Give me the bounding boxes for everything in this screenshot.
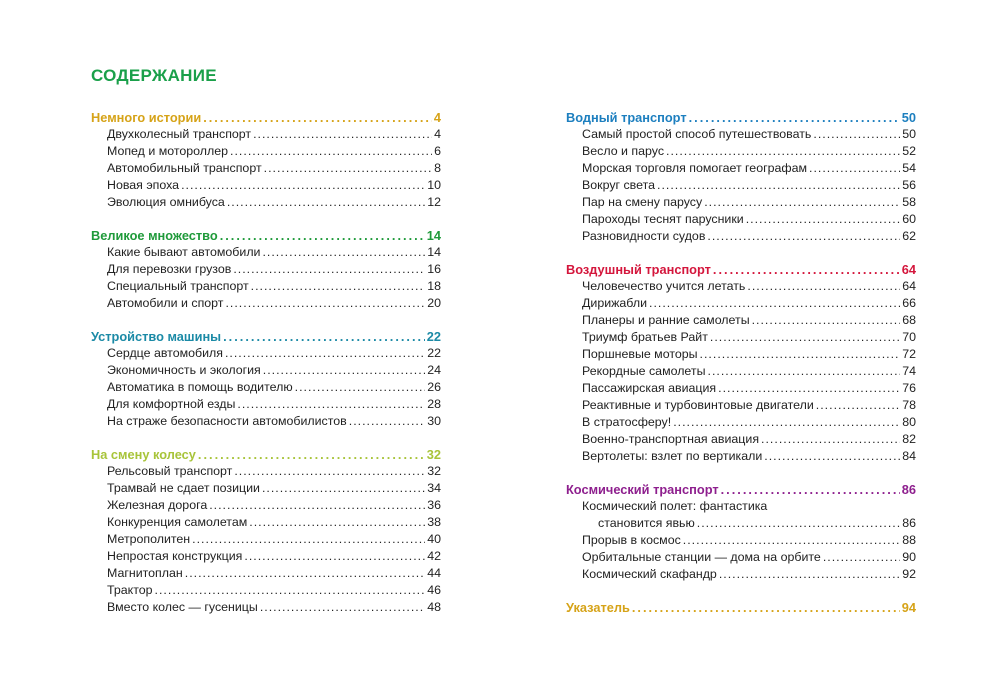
- entry-page-number: 80: [902, 415, 916, 429]
- entry-title: Пар на смену парусу: [582, 195, 703, 209]
- toc-entry[interactable]: [91, 261, 441, 278]
- toc-section: [566, 261, 916, 465]
- section-page-number: 50: [901, 110, 916, 125]
- entry-title: Автомобили и спорт: [107, 296, 224, 310]
- entry-title: Непростая конструкция: [107, 549, 243, 563]
- entry-title: Рельсовый транспорт: [107, 464, 233, 478]
- toc-section-heading[interactable]: [91, 109, 441, 126]
- dot-leader: [198, 446, 425, 463]
- toc-entry[interactable]: [91, 463, 441, 480]
- entry-page-number: 32: [427, 464, 441, 478]
- toc-section-heading[interactable]: [91, 227, 441, 244]
- entry-page-number: 30: [427, 414, 441, 428]
- entry-title: Разновидности судов: [582, 229, 706, 243]
- entry-page-number: 62: [902, 229, 916, 243]
- entry-page-number: 74: [902, 364, 916, 378]
- toc-section: [566, 481, 916, 583]
- entry-title: Автоматика в помощь водителю: [107, 380, 293, 394]
- entry-title: Человечество учится летать: [582, 279, 746, 293]
- toc-entry[interactable]: [566, 143, 916, 160]
- dot-leader: [710, 329, 900, 346]
- toc-entry[interactable]: [566, 566, 916, 583]
- dot-leader: [719, 566, 900, 583]
- entry-title: Космический скафандр: [582, 567, 717, 581]
- entry-page-number: 64: [902, 279, 916, 293]
- dot-leader: [262, 480, 425, 497]
- entry-title: Дирижабли: [582, 296, 647, 310]
- entry-title: Трамвай не сдает позиции: [107, 481, 260, 495]
- toc-entry[interactable]: [91, 160, 441, 177]
- toc-entry[interactable]: [91, 143, 441, 160]
- toc-entry[interactable]: [566, 278, 916, 295]
- entry-page-number: 36: [427, 498, 441, 512]
- toc-entry[interactable]: [91, 295, 441, 312]
- entry-page-number: 34: [427, 481, 441, 495]
- entry-page-number: 6: [434, 144, 441, 158]
- entry-page-number: 84: [902, 449, 916, 463]
- entry-page-number: 24: [427, 363, 441, 377]
- entry-title: Двухколесный транспорт: [107, 127, 252, 141]
- entry-page-number: 16: [427, 262, 441, 276]
- entry-title: становится явью: [598, 516, 695, 530]
- toc-entry[interactable]: [91, 345, 441, 362]
- entry-title: Прорыв в космос: [582, 533, 681, 547]
- dot-leader: [260, 599, 425, 616]
- section-title: Указатель: [566, 600, 630, 615]
- entry-title: Орбитальные станции — дома на орбите: [582, 550, 821, 564]
- toc-entry[interactable]: [566, 160, 916, 177]
- entry-page-number: 66: [902, 296, 916, 310]
- toc-section-heading[interactable]: [91, 446, 441, 463]
- entry-title: Военно-транспортная авиация: [582, 432, 760, 446]
- entry-page-number: 78: [902, 398, 916, 412]
- entry-page-number: 82: [902, 432, 916, 446]
- entry-title: Реактивные и турбовинтовые двигатели: [582, 398, 814, 412]
- dot-leader: [225, 295, 425, 312]
- toc-section-heading[interactable]: [566, 599, 916, 616]
- entry-page-number: 20: [427, 296, 441, 310]
- entry-title: Эволюция омнибуса: [107, 195, 225, 209]
- dot-leader: [233, 261, 425, 278]
- entry-page-number: 18: [427, 279, 441, 293]
- toc-entry[interactable]: [91, 531, 441, 548]
- entry-page-number: 86: [902, 516, 916, 530]
- toc-entry[interactable]: [566, 177, 916, 194]
- toc-entry[interactable]: [566, 194, 916, 211]
- dot-leader: [251, 278, 426, 295]
- dot-leader: [223, 328, 425, 345]
- section-page-number: 94: [901, 600, 916, 615]
- entry-page-number: 44: [427, 566, 441, 580]
- toc-entry[interactable]: [91, 480, 441, 497]
- dot-leader: [746, 211, 901, 228]
- section-title: Устройство машины: [91, 329, 222, 344]
- dot-leader: [708, 363, 901, 380]
- toc-section: [91, 328, 441, 430]
- entry-page-number: 50: [902, 127, 916, 141]
- dot-leader: [632, 599, 900, 616]
- entry-title: Какие бывают автомобили: [107, 245, 261, 259]
- dot-leader: [683, 532, 900, 549]
- toc-section-heading[interactable]: [566, 261, 916, 278]
- dot-leader: [253, 126, 432, 143]
- entry-title: Самый простой способ путешествовать: [582, 127, 812, 141]
- dot-leader: [227, 194, 425, 211]
- entry-title: Вокруг света: [582, 178, 656, 192]
- toc-column-left: [91, 109, 441, 632]
- dot-leader: [657, 177, 900, 194]
- section-page-number: 14: [426, 228, 441, 243]
- toc-entry[interactable]: [566, 211, 916, 228]
- toc-entry[interactable]: [566, 515, 916, 532]
- entry-page-number: 22: [427, 346, 441, 360]
- toc-entry[interactable]: [566, 363, 916, 380]
- entry-page-number: 90: [902, 550, 916, 564]
- entry-page-number: 52: [902, 144, 916, 158]
- toc-entry[interactable]: [91, 244, 441, 261]
- dot-leader: [244, 548, 425, 565]
- toc-entry[interactable]: [91, 413, 441, 430]
- entry-title: Экономичность и экология: [107, 363, 261, 377]
- entry-page-number: 8: [434, 161, 441, 175]
- entry-title: Трактор: [107, 583, 153, 597]
- dot-leader: [230, 143, 432, 160]
- dot-leader: [649, 295, 900, 312]
- toc-section-heading[interactable]: [566, 109, 916, 126]
- section-title: Воздушный транспорт: [566, 262, 711, 277]
- toc-entry[interactable]: [91, 497, 441, 514]
- toc-entry[interactable]: [566, 397, 916, 414]
- entry-page-number: 28: [427, 397, 441, 411]
- entry-title: Рекордные самолеты: [582, 364, 706, 378]
- toc-entry[interactable]: [91, 599, 441, 616]
- toc-section-heading[interactable]: [91, 328, 441, 345]
- toc-section: [566, 109, 916, 245]
- section-title: Водный транспорт: [566, 110, 687, 125]
- dot-leader: [721, 481, 900, 498]
- dot-leader: [713, 261, 900, 278]
- toc-entry[interactable]: [91, 548, 441, 565]
- toc-entry[interactable]: [91, 565, 441, 582]
- dot-leader: [813, 126, 900, 143]
- entry-title: Вертолеты: взлет по вертикали: [582, 449, 763, 463]
- entry-page-number: 70: [902, 330, 916, 344]
- entry-page-number: 56: [902, 178, 916, 192]
- dot-leader: [764, 448, 900, 465]
- dot-leader: [185, 565, 425, 582]
- toc-entry[interactable]: [91, 126, 441, 143]
- entry-title: Специальный транспорт: [107, 279, 249, 293]
- section-page-number: 22: [426, 329, 441, 344]
- entry-title: Для комфортной езды: [107, 397, 236, 411]
- dot-leader: [718, 380, 900, 397]
- entry-page-number: 14: [427, 245, 441, 259]
- dot-leader: [203, 109, 432, 126]
- toc-entry[interactable]: [566, 532, 916, 549]
- entry-title: Магнитоплан: [107, 566, 183, 580]
- toc-entry[interactable]: [566, 414, 916, 431]
- entry-title: Новая эпоха: [107, 178, 180, 192]
- entry-title: Мопед и мотороллер: [107, 144, 229, 158]
- dot-leader: [155, 582, 426, 599]
- entry-title: Поршневые моторы: [582, 347, 698, 361]
- toc-entry[interactable]: [566, 329, 916, 346]
- toc-entry[interactable]: [91, 278, 441, 295]
- entry-title: Пароходы теснят парусники: [582, 212, 744, 226]
- entry-title: Триумф братьев Райт: [582, 330, 708, 344]
- entry-title: Космический полет: фантастика: [582, 499, 768, 513]
- entry-title: На страже безопасности автомобилистов: [107, 414, 347, 428]
- entry-page-number: 76: [902, 381, 916, 395]
- dot-leader: [666, 143, 900, 160]
- entry-page-number: 46: [427, 583, 441, 597]
- entry-page-number: 58: [902, 195, 916, 209]
- entry-title: Автомобильный транспорт: [107, 161, 262, 175]
- entry-page-number: 88: [902, 533, 916, 547]
- toc-section: [91, 227, 441, 312]
- toc-entry[interactable]: [566, 380, 916, 397]
- toc-section: [91, 446, 441, 616]
- toc-entry[interactable]: [566, 549, 916, 566]
- entry-page-number: 12: [427, 195, 441, 209]
- section-page-number: 4: [433, 110, 441, 125]
- entry-page-number: 68: [902, 313, 916, 327]
- toc-entry[interactable]: [91, 379, 441, 396]
- dot-leader: [262, 244, 425, 261]
- entry-title: Пассажирская авиация: [582, 381, 717, 395]
- entry-page-number: 54: [902, 161, 916, 175]
- dot-leader: [707, 228, 900, 245]
- dot-leader: [249, 514, 425, 531]
- entry-page-number: 72: [902, 347, 916, 361]
- entry-page-number: 10: [427, 178, 441, 192]
- toc-entry[interactable]: [566, 498, 916, 515]
- entry-title: Вместо колес — гусеницы: [107, 600, 258, 614]
- toc-entry[interactable]: [91, 396, 441, 413]
- entry-title: Весло и парус: [582, 144, 665, 158]
- dot-leader: [264, 160, 432, 177]
- dot-leader: [263, 362, 425, 379]
- toc-column-right: [566, 109, 916, 632]
- toc-entry[interactable]: [566, 431, 916, 448]
- dot-leader: [747, 278, 900, 295]
- toc-entry[interactable]: [566, 448, 916, 465]
- toc-section: [91, 109, 441, 211]
- dot-leader: [209, 497, 425, 514]
- page-title: СОДЕРЖАНИЕ: [91, 66, 217, 85]
- toc-section: [566, 599, 916, 616]
- section-title: На смену колесу: [91, 447, 196, 462]
- toc-entry[interactable]: [91, 514, 441, 531]
- dot-leader: [295, 379, 426, 396]
- entry-page-number: 48: [427, 600, 441, 614]
- entry-title: Планеры и ранние самолеты: [582, 313, 750, 327]
- toc-entry[interactable]: [566, 126, 916, 143]
- section-page-number: 64: [901, 262, 916, 277]
- entry-page-number: 38: [427, 515, 441, 529]
- toc-entry[interactable]: [91, 177, 441, 194]
- entry-title: Метрополитен: [107, 532, 191, 546]
- section-page-number: 86: [901, 482, 916, 497]
- entry-page-number: 4: [434, 127, 441, 141]
- section-title: Космический транспорт: [566, 482, 719, 497]
- entry-page-number: 40: [427, 532, 441, 546]
- entry-page-number: 92: [902, 567, 916, 581]
- dot-leader: [673, 414, 900, 431]
- entry-title: В стратосферу!: [582, 415, 672, 429]
- toc-entry[interactable]: [91, 362, 441, 379]
- entry-page-number: 42: [427, 549, 441, 563]
- toc-entry[interactable]: [566, 346, 916, 363]
- dot-leader: [192, 531, 425, 548]
- dot-leader: [761, 431, 900, 448]
- entry-title: Морская торговля помогает географам: [582, 161, 807, 175]
- toc-entry[interactable]: [566, 312, 916, 329]
- toc-entry[interactable]: [566, 228, 916, 245]
- dot-leader: [816, 397, 900, 414]
- entry-page-number: 60: [902, 212, 916, 226]
- entry-title: Для перевозки грузов: [107, 262, 232, 276]
- section-title: Немного истории: [91, 110, 202, 125]
- dot-leader: [704, 194, 900, 211]
- section-page-number: 32: [426, 447, 441, 462]
- dot-leader: [237, 396, 425, 413]
- dot-leader: [234, 463, 425, 480]
- dot-leader: [349, 413, 425, 430]
- entry-title: Конкуренция самолетам: [107, 515, 248, 529]
- toc-entry[interactable]: [91, 582, 441, 599]
- toc-entry[interactable]: [566, 295, 916, 312]
- toc-entry[interactable]: [91, 194, 441, 211]
- section-title: Великое множество: [91, 228, 218, 243]
- entry-title: Железная дорога: [107, 498, 208, 512]
- dot-leader: [697, 515, 900, 532]
- toc-section-heading[interactable]: [566, 481, 916, 498]
- dot-leader: [809, 160, 900, 177]
- dot-leader: [220, 227, 425, 244]
- dot-leader: [689, 109, 900, 126]
- dot-leader: [181, 177, 425, 194]
- dot-leader: [823, 549, 900, 566]
- dot-leader: [700, 346, 901, 363]
- dot-leader: [225, 345, 425, 362]
- entry-title: Сердце автомобиля: [107, 346, 223, 360]
- entry-page-number: 26: [427, 380, 441, 394]
- dot-leader: [752, 312, 901, 329]
